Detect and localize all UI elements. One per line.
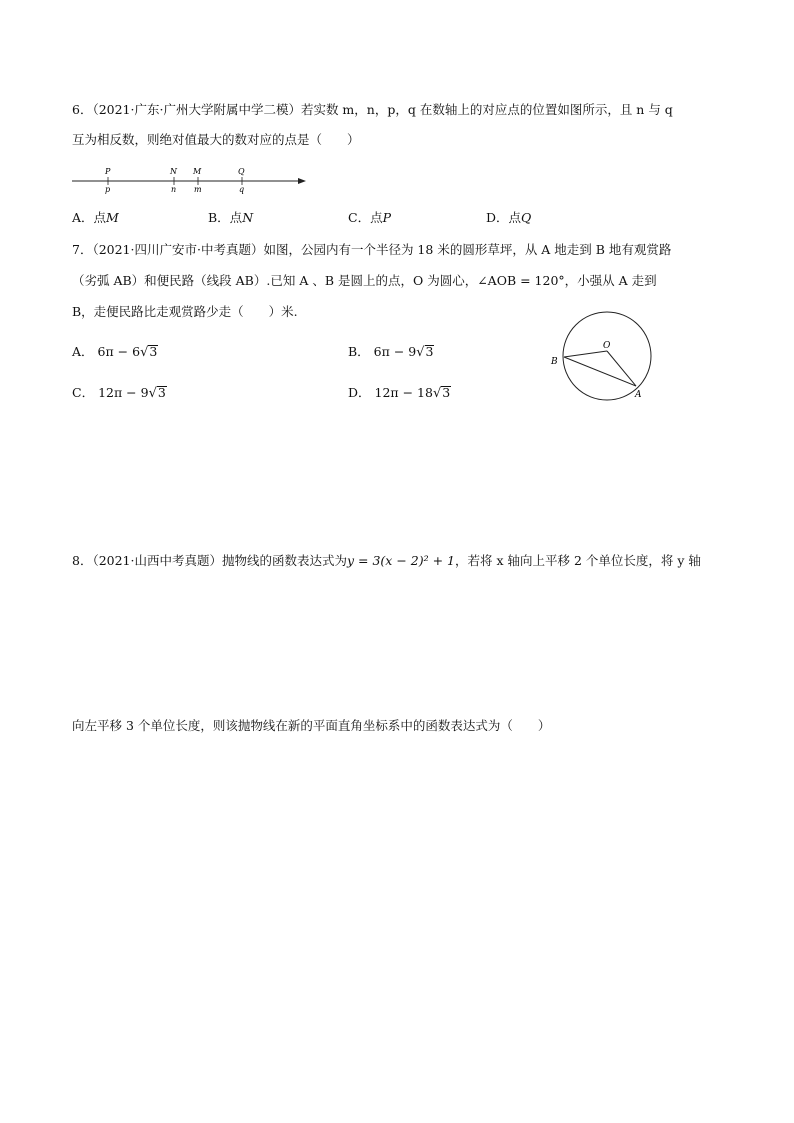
sqrt-icon: √ <box>416 345 425 360</box>
q7-option-b[interactable] <box>348 342 434 360</box>
q6-option-c[interactable] <box>348 208 391 226</box>
q7-option-c-radicand: 3 <box>157 385 166 400</box>
sqrt-icon: √ <box>140 345 149 360</box>
q6-option-b[interactable] <box>208 208 253 226</box>
point-q-label: Q <box>238 167 245 176</box>
circle-outline <box>563 312 651 400</box>
q6-text-line2: 互为相反数，则绝对值最大的数对应的点是（ ） <box>72 132 360 147</box>
q7-option-d-label: D． <box>348 385 371 400</box>
q7-text-line1: 7．（2021·四川广安市·中考真题）如图，公园内有一个半径为 18 米的圆形草坪，从 A 地走到 B 地有观赏路 <box>72 242 672 257</box>
q7-option-a-label: A． <box>72 344 94 359</box>
q7-option-d-expr: 12π − 18 <box>374 385 433 400</box>
label-a: A <box>635 390 642 400</box>
q7-option-c[interactable] <box>72 383 167 401</box>
q6-option-c-var: P <box>382 210 391 225</box>
radius-oa <box>607 351 636 386</box>
q6-option-a-var: M <box>106 210 119 225</box>
q7-option-a[interactable] <box>72 342 158 360</box>
q6-option-d-label: D．点 <box>486 210 522 225</box>
point-p-value-label: p <box>105 185 111 194</box>
q6-option-a[interactable] <box>72 208 119 226</box>
q8-text-line1-end: ，若将 x 轴向上平移 2 个单位长度，将 y 轴 <box>455 553 701 568</box>
q7-option-b-expr: 6π − 9 <box>373 344 417 359</box>
q8-formula: y = 3(x − 2)² + 1 <box>347 553 455 568</box>
q7-option-c-expr: 12π − 9 <box>98 385 149 400</box>
q6-option-d-var: Q <box>521 210 532 225</box>
q7-option-a-radicand: 3 <box>149 344 158 359</box>
chord-ab <box>564 357 636 386</box>
q7-option-c-label: C． <box>72 385 95 400</box>
q6-option-a-label: A．点 <box>72 210 107 225</box>
q7-option-d[interactable] <box>348 383 451 401</box>
q8-text-line1-start: 8．（2021·山西中考真题）抛物线的函数表达式为 <box>72 553 347 568</box>
q6-text-line1: 6．（2021·广东·广州大学附属中学二模）若实数 m，n，p，q 在数轴上的对应点的位置如图所示，且 n 与 q <box>72 102 673 117</box>
q7-option-b-radicand: 3 <box>425 344 434 359</box>
q6-option-c-label: C．点 <box>348 210 383 225</box>
circle-figure <box>545 310 665 406</box>
sqrt-icon: √ <box>432 386 442 401</box>
point-p-label: P <box>105 167 111 176</box>
point-q-value-label: q <box>239 185 245 194</box>
q6-option-d[interactable] <box>486 208 531 226</box>
point-n-label: N <box>170 167 177 176</box>
q7-option-a-expr: 6π − 6 <box>97 344 141 359</box>
point-n-value-label: n <box>171 185 177 194</box>
q6-option-b-label: B．点 <box>208 210 243 225</box>
q7-text-line2: （劣弧 AB）和便民路（线段 AB）.已知 A 、B 是圆上的点，O 为圆心，∠AOB = 120°，小强从 A 走到 <box>72 273 657 288</box>
q7-text-line3: B，走便民路比走观赏路少走（ ）米. <box>72 304 298 319</box>
sqrt-icon: √ <box>148 386 157 401</box>
radius-ob <box>564 351 607 357</box>
label-o: O <box>603 341 611 351</box>
number-line-arrow <box>298 178 306 184</box>
point-m-value-label: m <box>194 185 202 194</box>
q7-option-b-label: B． <box>348 344 370 359</box>
point-m-label: M <box>193 167 202 176</box>
q6-option-b-var: N <box>242 210 254 225</box>
q8-text-line2: 向左平移 3 个单位长度，则该抛物线在新的平面直角坐标系中的函数表达式为（ ） <box>72 718 551 733</box>
q8-text-line1 <box>72 552 701 570</box>
label-b: B <box>551 357 558 367</box>
q7-option-d-radicand: 3 <box>442 385 451 400</box>
number-line-figure <box>70 162 310 194</box>
